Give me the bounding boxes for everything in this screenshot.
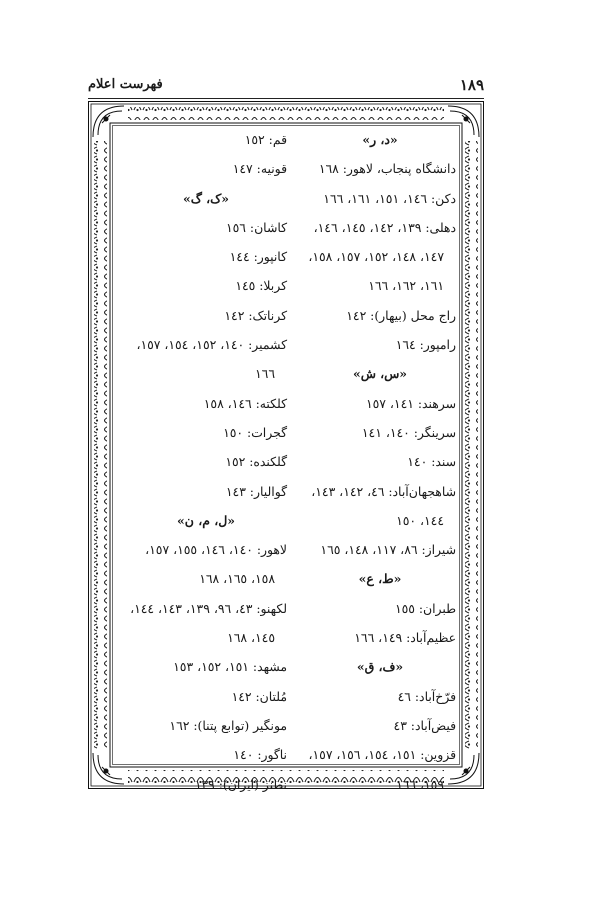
index-entry: گوالیار: ۱٤۳ [225,483,287,499]
index-entry: کانپور: ۱٤٤ [229,249,287,265]
index-entry: دهلی: ۱۳۹، ۱٤۲، ۱٤٥، ۱٤٦، [313,219,456,235]
index-entry: کرناتک: ۱٤۲ [224,307,287,323]
ornamental-frame [88,101,484,792]
index-entry: دانشگاه پنجاب، لاهور: ۱٦٨ [318,161,456,177]
index-entry: قزوین: ۱٥۱، ۱٥٤، ۱٥٦، ۱٥٧، [308,747,456,763]
index-entry: کشمیر: ۱٤۰، ۱٥۲، ۱٥٤، ۱٥٧، [136,337,287,353]
index-entry: کربلا: ۱٤٥ [235,278,287,294]
index-entry: سرینگر: ۱٤۰، ۱٤۱ [361,424,456,440]
index-entry: مونگیر (توابع پتنا): ۱٦۲ [169,717,287,733]
running-title: فهرست اعلام [88,77,163,92]
index-entry: ۱٦۱، ۱٦۲، ۱٦٦ [368,278,444,294]
index-entry: کاشان: ۱٥٦ [225,219,287,235]
index-entry: کلکته: ۱٤٦، ۱٥٨ [203,395,287,411]
section-heading: «ط، ع» [358,571,402,587]
index-column-right [288,125,456,799]
header-rule [88,98,484,99]
index-entry: قم: ۱٥۲ [244,132,287,147]
index-entry: طبران: ۱٥٥ [394,600,456,616]
section-heading: «ل، م، ن» [177,512,235,528]
index-entry: ۱٤٤، ۱٥۰ [396,512,444,528]
index-entry: رامپور: ۱٦٤ [395,337,456,353]
page-header [88,76,484,100]
index-entry: ۱٥٨، ۱٦٥، ۱٦٨ [199,571,275,587]
index-entry: سرهند: ۱٤۱، ۱٥٧ [366,395,456,411]
page-number: ۱۸۹ [459,76,484,94]
section-heading: «ف، ق» [356,659,404,675]
index-entry: فرّخ‌آباد: ٤٦ [397,688,456,704]
index-entry: شاهجهان‌آباد: ٤٦، ۱٤۲، ۱٤۳، [311,483,456,499]
section-heading: «د، ر» [362,132,398,147]
section-heading: «س، ش» [352,366,408,382]
index-entry: ناگور: ۱٤۰ [233,747,287,763]
index-entry: فیض‌آباد: ٤۳ [393,717,456,733]
index-entry: گجرات: ۱٥۰ [223,424,287,440]
index-entry: لاهور: ۱٤۰، ۱٤٦، ۱٥٥، ۱٥٧، [145,542,287,558]
index-entry: گلکنده: ۱٥۲ [225,454,287,470]
index-entry: ۱٤٥، ۱٦٨ [227,630,275,646]
index-entry: قونیه: ۱٤٧ [232,161,287,177]
index-entry: مُلتان: ۱٤۲ [231,688,287,704]
index-entry: سند: ۱٤۰ [407,454,456,470]
section-heading: «ک، گ» [183,190,229,206]
index-entry: نطنز (ایران): ۱۳۹ [194,776,287,792]
index-entry: شیراز: ۸٦، ۱۱٧، ۱٤٨، ۱٦٥ [320,542,456,558]
index-entry: راج محل (بیهار): ۱٤۲ [346,307,456,323]
index-entry: عظیم‌آباد: ۱٤۹، ۱٦٦ [354,630,456,646]
index-entry: لکهنو: ٤۳، ۹٦، ۱۳۹، ۱٤۳، ۱٤٤، [130,600,287,616]
index-entry: دکن: ۱٤٦، ۱٥۱، ۱٦۱، ۱٦٦ [323,190,456,206]
index-entry: مشهد: ۱٥۱، ۱٥۲، ۱٥۳ [173,659,287,675]
index-entry: ۱٦٦ [255,366,275,382]
index-entry: ۱٥۹، ۱٦٦ [396,776,444,792]
index-column-left [109,125,287,799]
index-entry: ۱٤٧، ۱٤٨، ۱٥۲، ۱٥٧، ۱٥٨، [308,249,444,265]
